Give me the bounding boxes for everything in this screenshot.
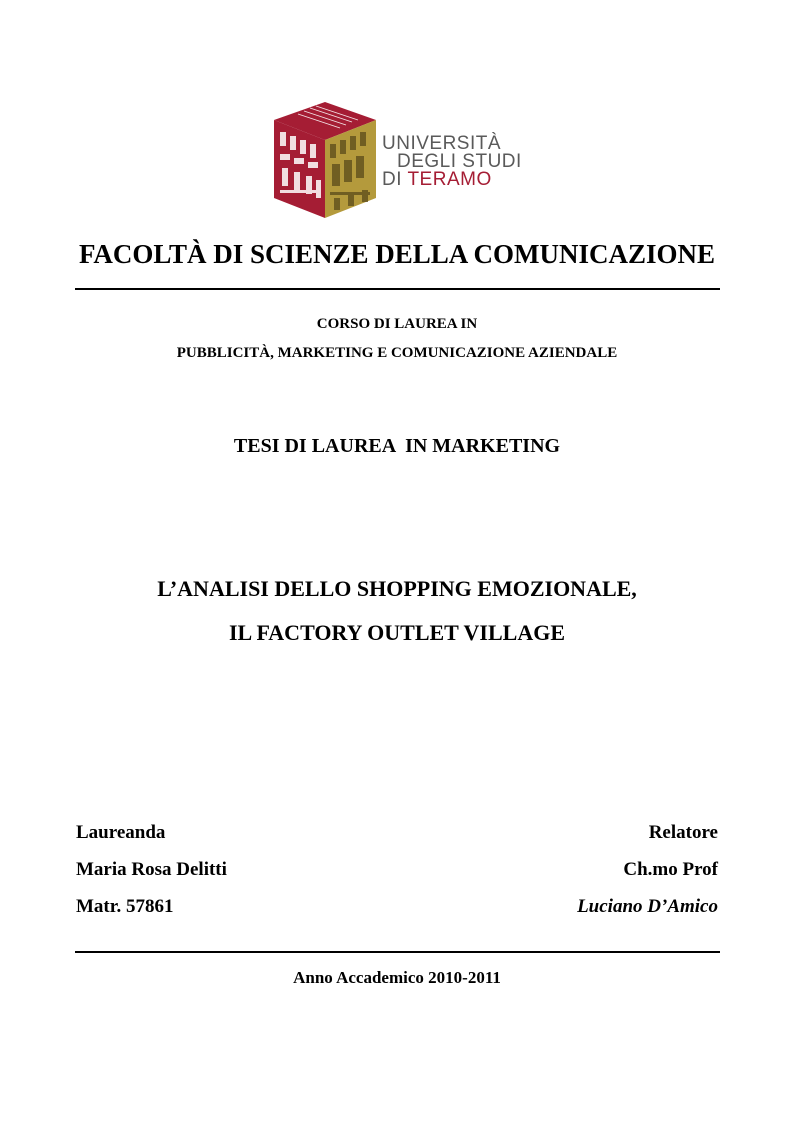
candidate-role: Laureanda <box>76 822 166 843</box>
course-line-1: CORSO DI LAUREA IN <box>316 316 478 332</box>
bottom-divider <box>75 951 720 953</box>
logo-teramo: TERAMO <box>407 169 492 190</box>
supervisor-title: Ch.mo Prof <box>623 859 718 880</box>
top-divider <box>75 288 720 290</box>
logo-line-di-teramo <box>382 170 492 189</box>
cube-emblem-icon <box>270 98 380 222</box>
thesis-title-line-1: L’ANALISI DELLO SHOPPING EMOZIONALE, <box>157 576 637 601</box>
faculty-title: FACOLTÀ DI SCIENZE DELLA COMUNICAZIONE <box>78 239 716 269</box>
thesis-title-line-2: IL FACTORY OUTLET VILLAGE <box>228 620 566 645</box>
logo-line-degli-studi: DEGLI STUDI <box>397 151 522 172</box>
supervisor-role: Relatore <box>648 822 718 843</box>
candidate-name: Maria Rosa Delitti <box>76 859 227 880</box>
thesis-type: TESI DI LAUREA IN MARKETING <box>233 435 561 457</box>
university-logo <box>270 98 530 222</box>
candidate-matricola: Matr. 57861 <box>76 896 174 917</box>
logo-line-universita: UNIVERSITÀ <box>382 133 502 154</box>
logo-di: DI <box>382 169 402 190</box>
supervisor-name: Luciano D’Amico <box>577 896 718 917</box>
course-line-2: PUBBLICITÀ, MARKETING E COMUNICAZIONE AZIENDALE <box>176 345 618 361</box>
academic-year: Anno Accademico 2010-2011 <box>293 968 501 987</box>
